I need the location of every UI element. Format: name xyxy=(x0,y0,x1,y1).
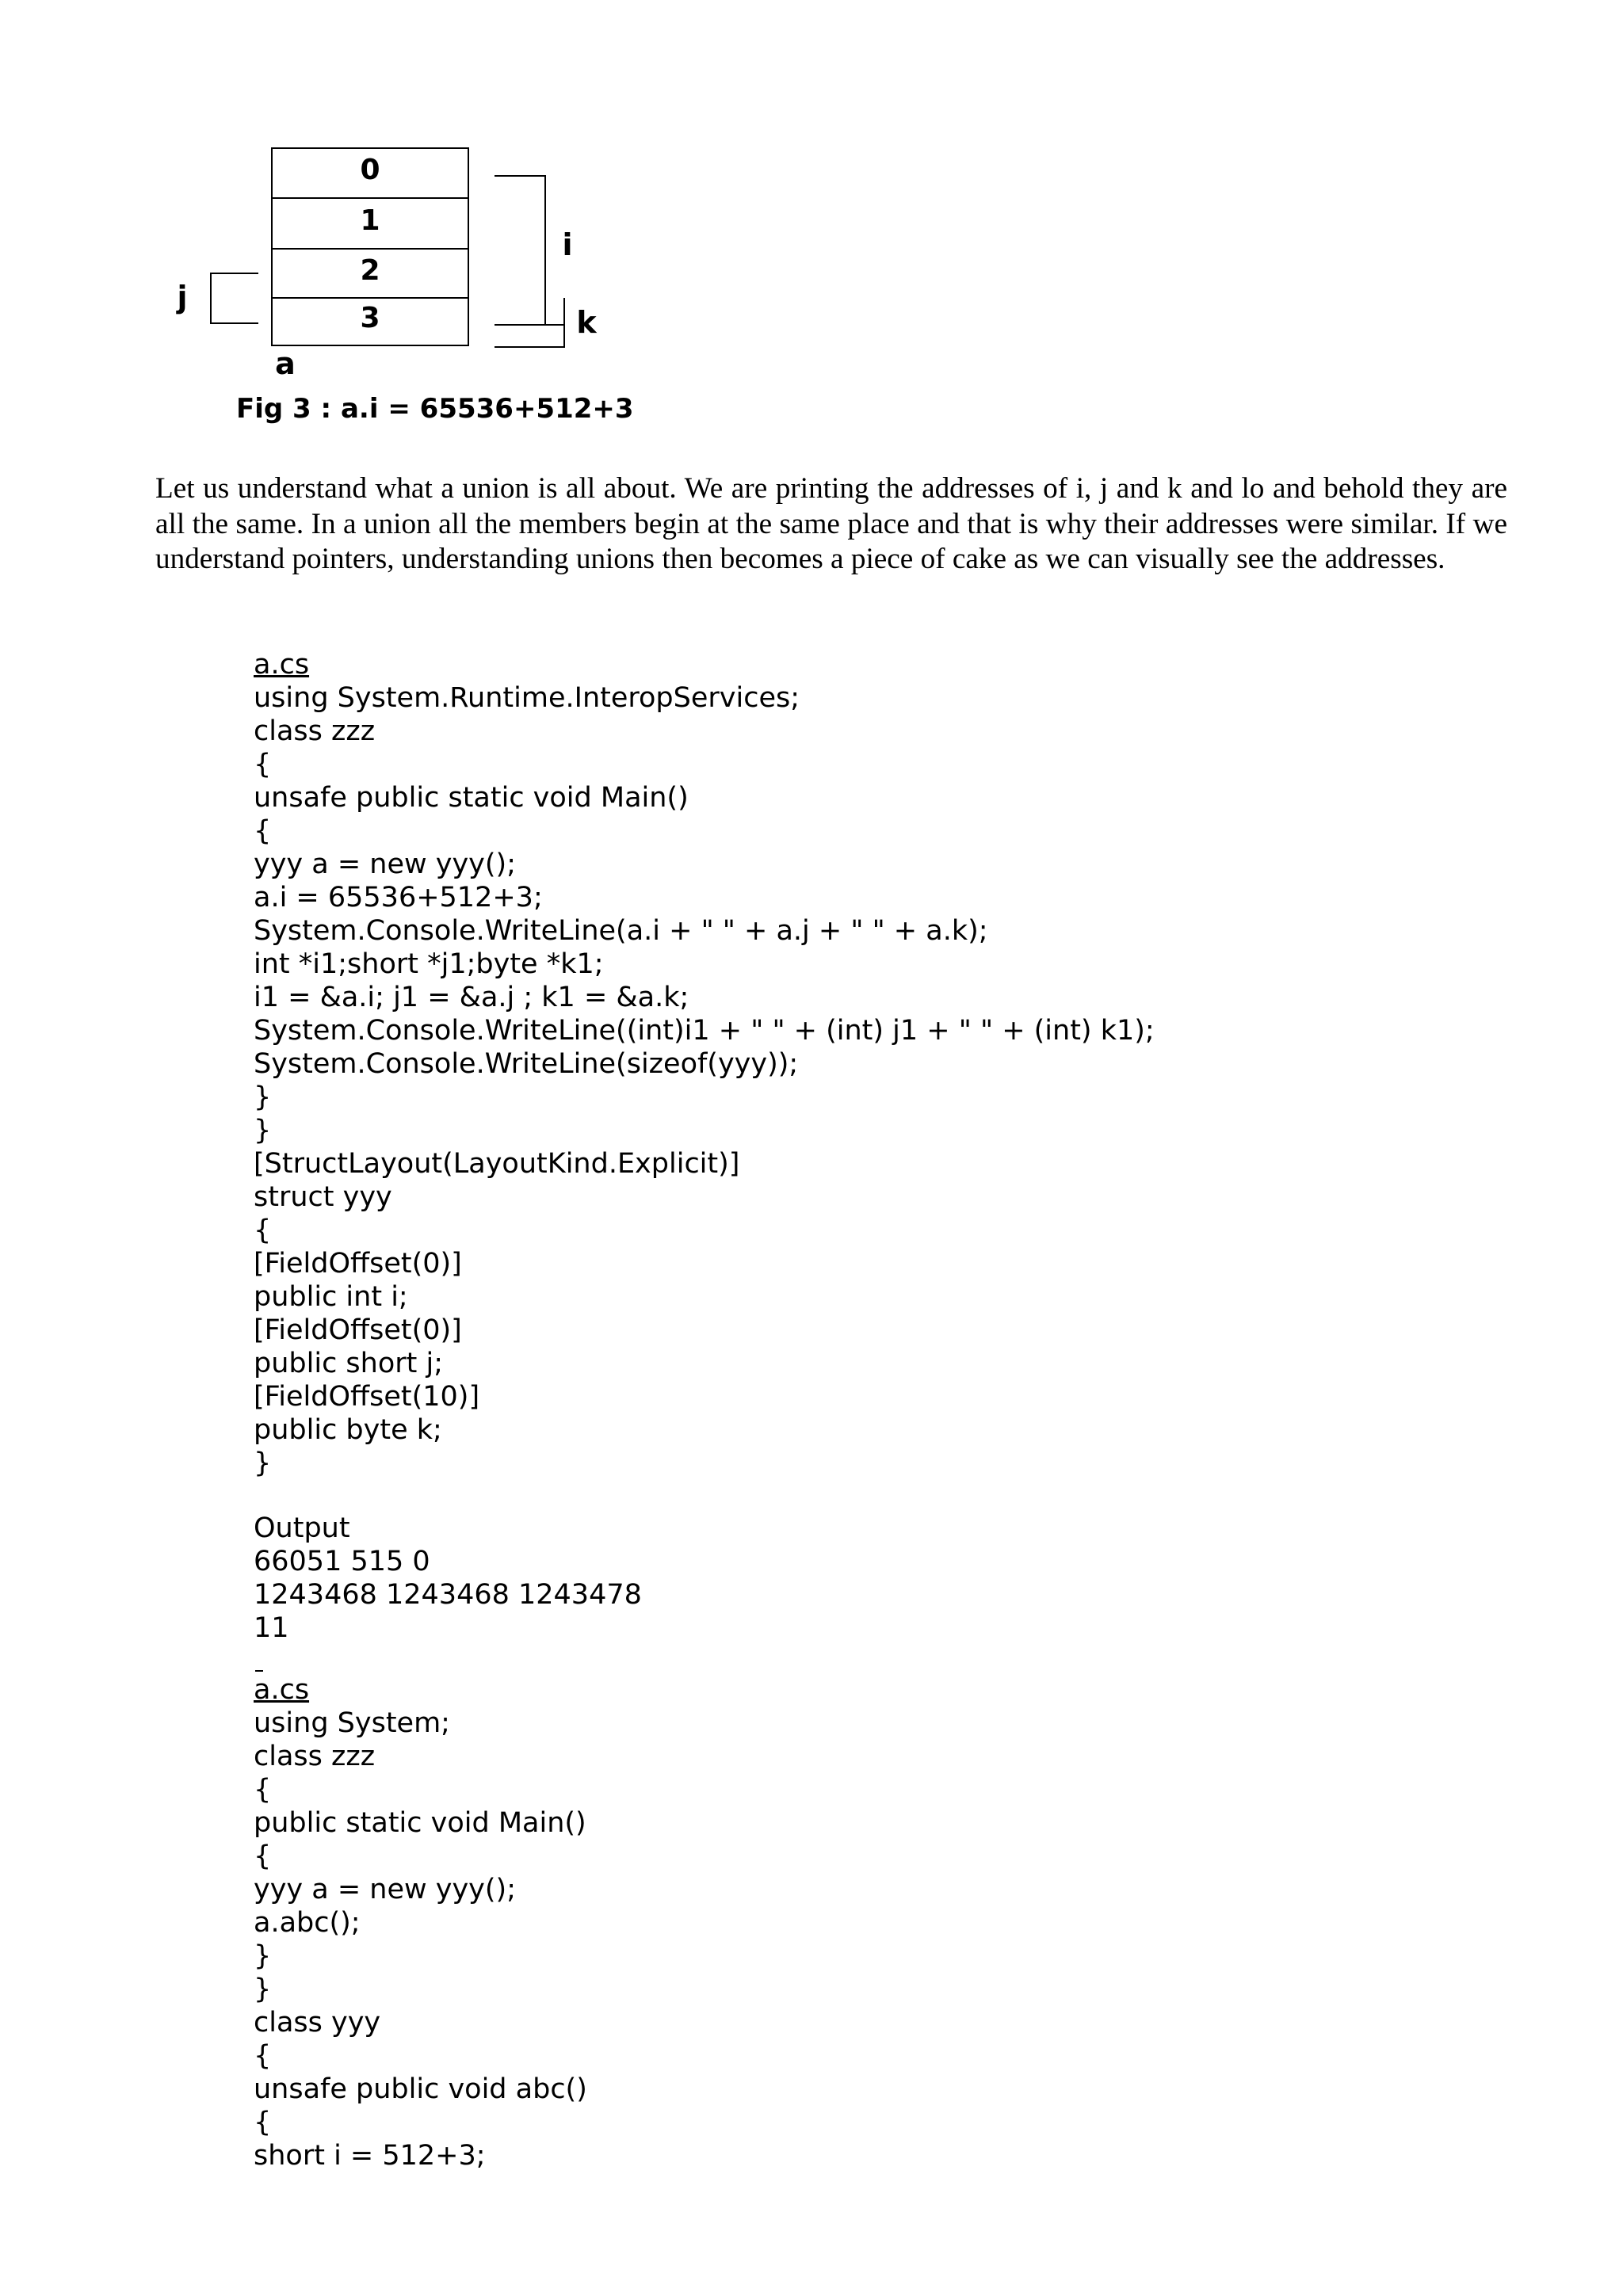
listing1-line: { xyxy=(254,1215,272,1246)
separator-mark xyxy=(255,1670,263,1672)
union-memory-figure xyxy=(0,0,713,444)
listing1-line: } xyxy=(254,1447,272,1479)
listing2-line: { xyxy=(254,1774,272,1806)
listing1-line: System.Console.WriteLine(sizeof(yyy)); xyxy=(254,1048,799,1080)
bracket-k xyxy=(495,298,564,347)
listing1-line: } xyxy=(254,1115,272,1146)
listing2-line: class zzz xyxy=(254,1741,376,1772)
byte-cell-label-1: 1 xyxy=(360,204,380,237)
listing1-line: unsafe public static void Main() xyxy=(254,782,689,814)
code-listing-2 xyxy=(254,1673,587,2172)
listing-2-filename: a.cs xyxy=(254,1674,310,1706)
listing2-line: class yyy xyxy=(254,2007,381,2039)
listing2-line: { xyxy=(254,2107,272,2138)
listing2-line: a.abc(); xyxy=(254,1907,361,1939)
listing1-line: public int i; xyxy=(254,1281,408,1313)
listing2-line: { xyxy=(254,2040,272,2072)
listing1-line: [StructLayout(LayoutKind.Explicit)] xyxy=(254,1148,740,1180)
listing-1-filename: a.cs xyxy=(254,649,310,681)
listing2-line: using System; xyxy=(254,1707,450,1739)
listing1-line: { xyxy=(254,749,272,780)
output-line: 66051 515 0 xyxy=(254,1546,430,1577)
listing1-line: int *i1;short *j1;byte *k1; xyxy=(254,948,604,980)
listing1-line: } xyxy=(254,1081,272,1113)
byte-cell-label-2: 2 xyxy=(360,254,380,287)
output-heading: Output xyxy=(254,1512,350,1544)
listing1-line: [FieldOffset(10)] xyxy=(254,1381,480,1413)
label-k: k xyxy=(576,305,597,340)
memory-diagram xyxy=(0,0,713,444)
listing1-line: yyy a = new yyy(); xyxy=(254,849,516,880)
label-i: i xyxy=(562,227,573,262)
listing1-line: i1 = &a.i; j1 = &a.j ; k1 = &a.k; xyxy=(254,982,689,1013)
listing2-line: } xyxy=(254,1974,272,2005)
code-listing-1 xyxy=(254,648,1155,1479)
byte-cell-label-0: 0 xyxy=(360,154,380,186)
listing2-line: } xyxy=(254,1940,272,1972)
union-explanation-paragraph: Let us understand what a union is all about. We are printing the addresses of i, j and k and lo and behold they are all the same. In a union all the members begin at the same place and that is why their addresses were similar. If we understand pointers, understanding unions then becomes a piece of cake as we can visually see the addresses. xyxy=(155,472,1507,575)
listing2-line: yyy a = new yyy(); xyxy=(254,1874,516,1905)
listing1-line: using System.Runtime.InteropServices; xyxy=(254,682,800,714)
listing1-line: class zzz xyxy=(254,715,376,747)
figure-caption: Fig 3 : a.i = 65536+512+3 xyxy=(236,393,634,425)
listing1-line: public byte k; xyxy=(254,1414,442,1446)
listing1-line: [FieldOffset(0)] xyxy=(254,1248,462,1280)
listing1-line: struct yyy xyxy=(254,1181,392,1213)
listing1-line: System.Console.WriteLine(a.i + " " + a.j + " " + a.k); xyxy=(254,915,988,947)
byte-cell-label-3: 3 xyxy=(360,302,380,334)
label-j: j xyxy=(177,280,188,315)
output-line: 1243468 1243468 1243478 xyxy=(254,1579,642,1611)
bracket-i xyxy=(495,176,545,325)
label-a: a xyxy=(275,346,296,381)
program-output xyxy=(254,1512,642,1644)
listing1-line: [FieldOffset(0)] xyxy=(254,1314,462,1346)
listing1-line: { xyxy=(254,815,272,847)
listing1-line: System.Console.WriteLine((int)i1 + " " + (int) j1 + " " + (int) k1); xyxy=(254,1015,1155,1047)
listing1-line: public short j; xyxy=(254,1348,444,1379)
listing1-line: a.i = 65536+512+3; xyxy=(254,882,543,913)
bracket-j xyxy=(211,273,258,323)
listing2-line: short i = 512+3; xyxy=(254,2140,486,2172)
listing2-line: unsafe public void abc() xyxy=(254,2073,587,2105)
output-line: 11 xyxy=(254,1612,289,1644)
listing2-line: public static void Main() xyxy=(254,1807,586,1839)
listing2-line: { xyxy=(254,1840,272,1872)
